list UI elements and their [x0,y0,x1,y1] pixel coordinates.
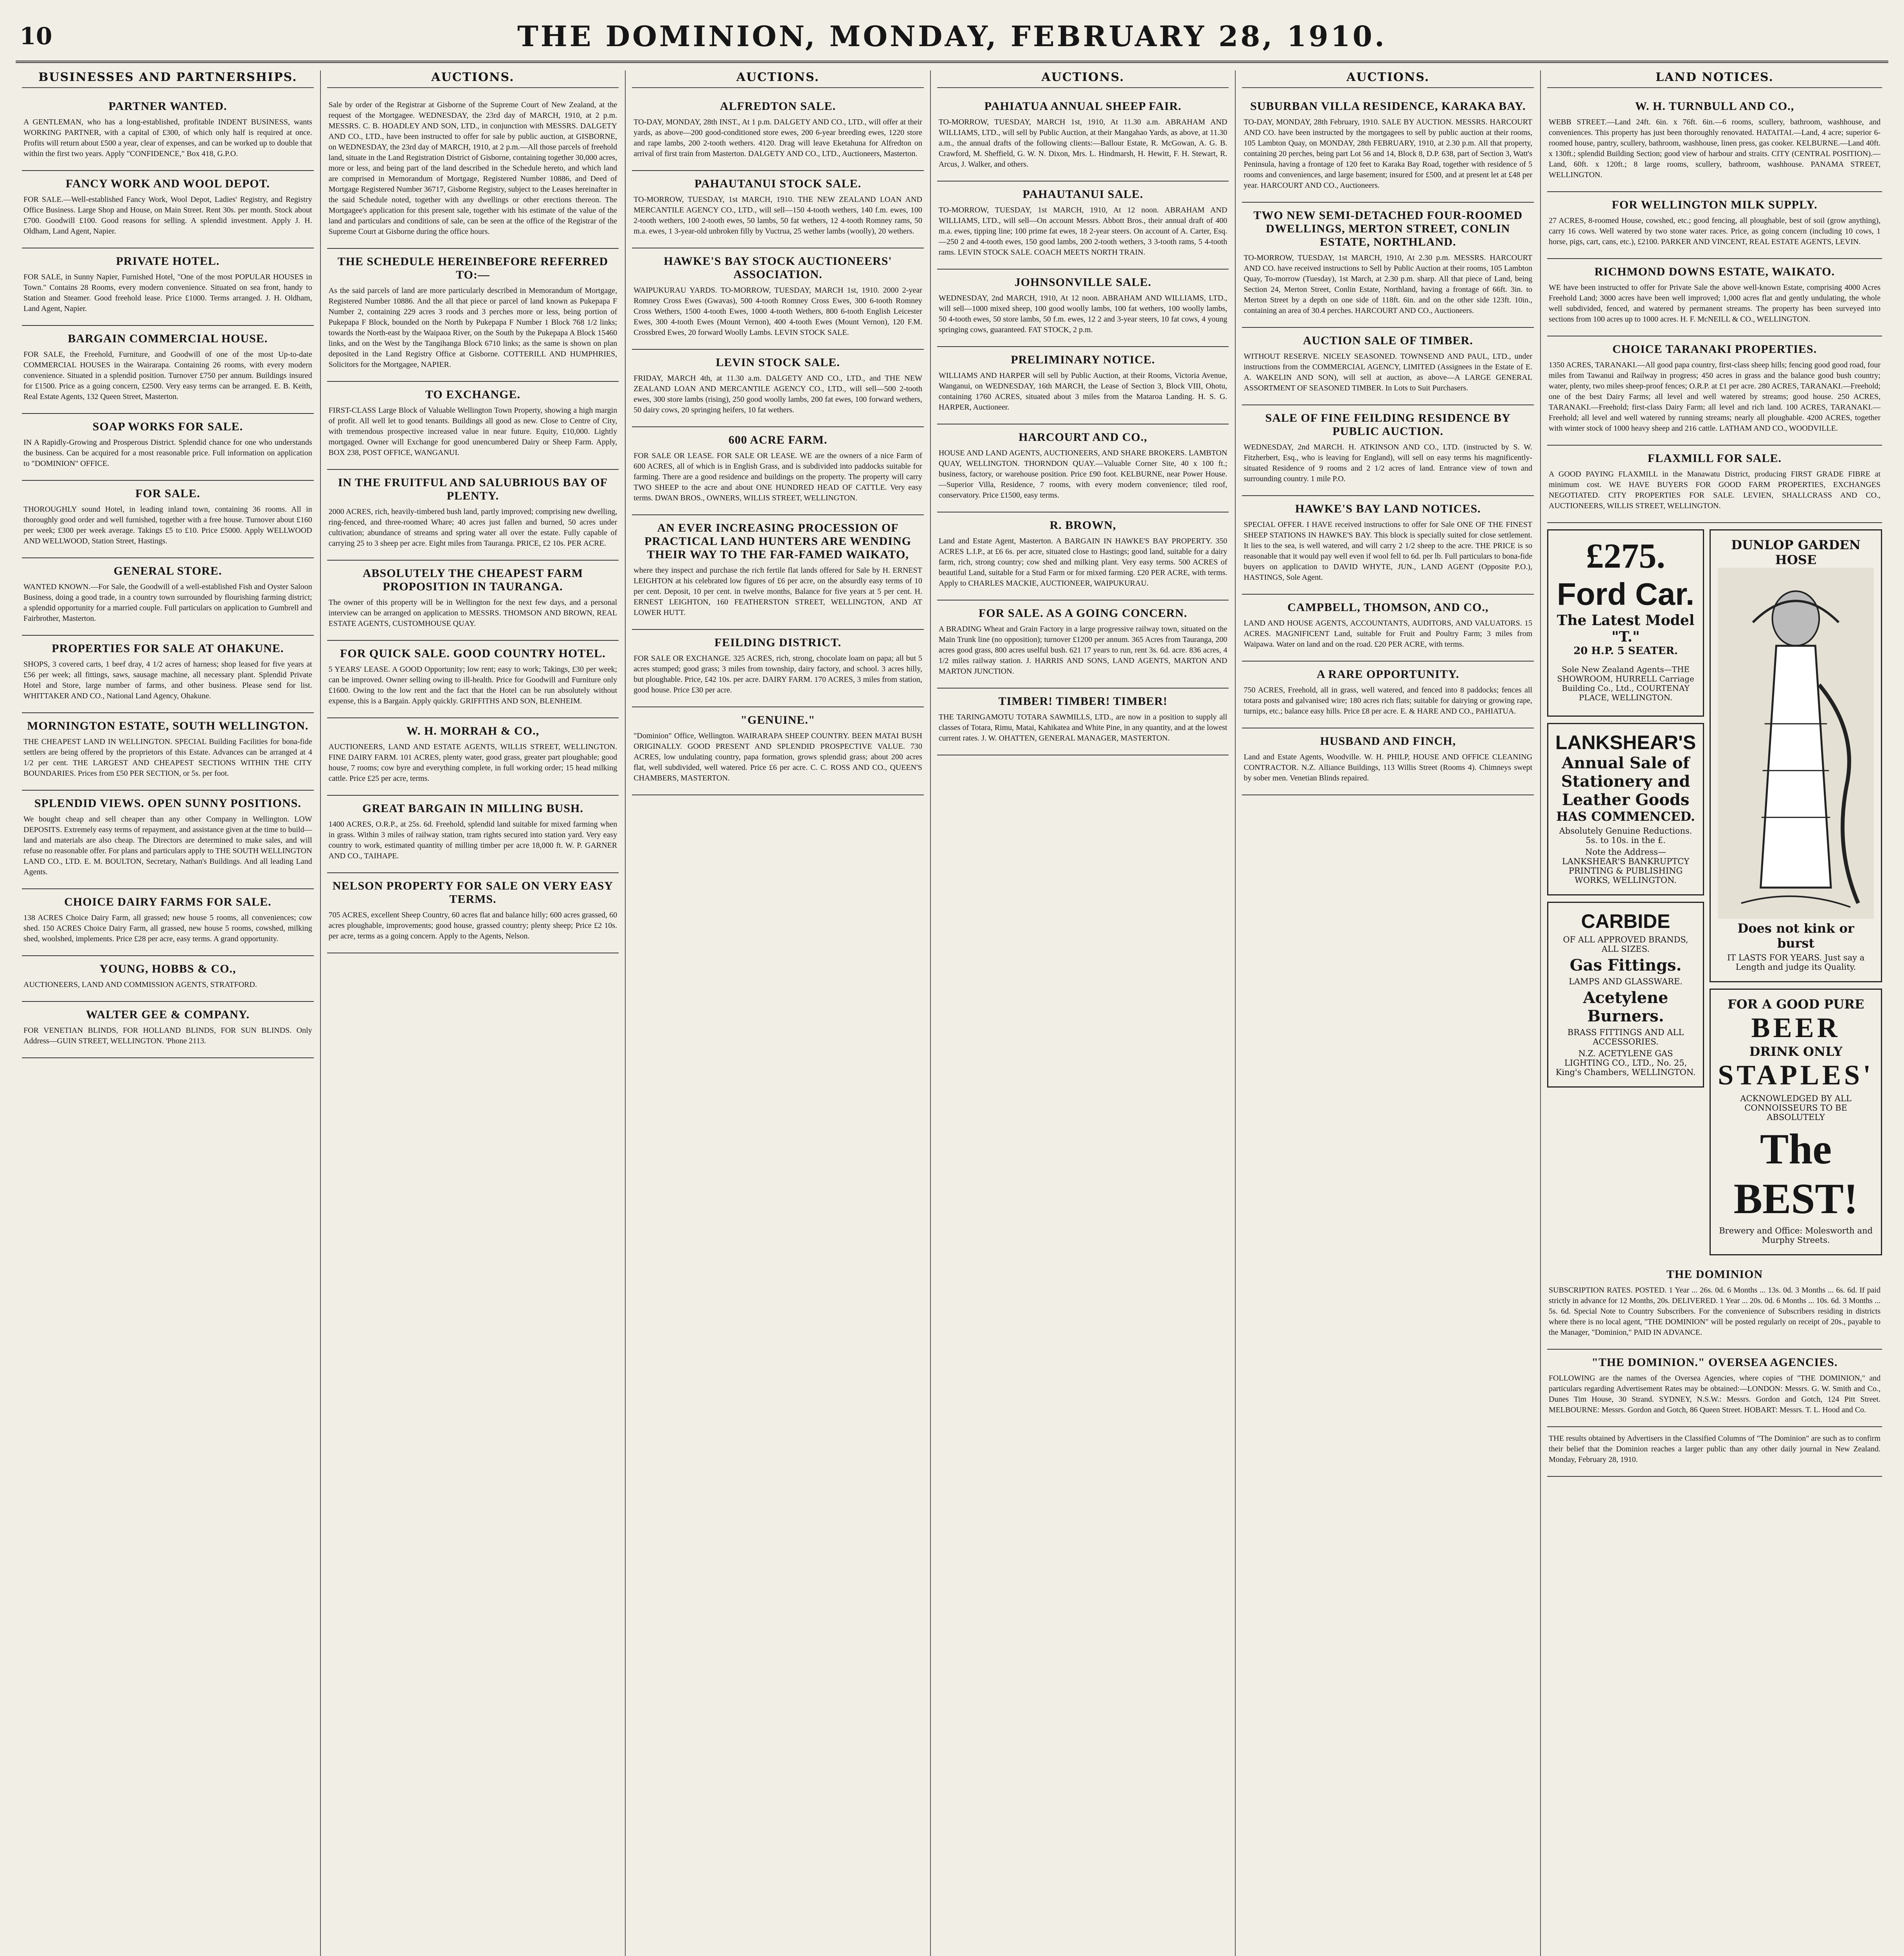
ad-title: ALFREDTON SALE. [720,100,836,113]
lankshear-name: LANKSHEAR'S [1555,732,1696,753]
lankshear-ad [1547,723,1704,895]
ad-title: CHOICE DAIRY FARMS FOR SALE. [64,895,272,908]
classified-ad [937,182,1229,270]
column-heading: AUCTIONS. [327,70,619,88]
ad-body: SPECIAL OFFER. I HAVE received instructions to offer for Sale ONE OF THE FINEST SHEEP STATIONS IN HAWKE'S BAY. This block is specially suited for close settlement. It lies to the sea, is well watered, and will carry 2 1/2 sheep to the acre. THE PRICE is so reasonable that it would pay well even if wool fell to 6d. per lb. Full particulars to bona-fide buyers on application to DAVID WHYTE, JUN., LAND AGENT (Opposite P.O.), HASTINGS, Sole Agent. [1244,520,1533,582]
ad-title: LEVIN STOCK SALE. [716,356,840,369]
ad-title: HAWKE'S BAY STOCK AUCTIONEERS' ASSOCIATION. [664,255,892,281]
ad-title: THE DOMINION [1666,1268,1763,1281]
ad-body: We bought cheap and sell cheaper than any other Company in Wellington. LOW DEPOSITS. Extremely easy terms of repayment, and assistance given at the time to build—land and materials are also cheap. The Directors are determined to make sales, and will refuse no reasonable offer. For plans and particulars apply to THE SOUTH WELLINGTON LAND CO., LTD. E. M. BOULTON, Secretary, Nathan's Buildings. And all leading Land Agents. [23,815,312,876]
beer-brand: STAPLES' [1718,1059,1874,1091]
ad-body: FOR SALE OR LEASE. FOR SALE OR LEASE. WE are the owners of a nice Farm of 600 ACRES, all of which is in English Grass, and is subdivided into paddocks suitable for farming. There are a good residence and buildings on the property. The property will carry TWO SHEEP to the acre and about ONE HUNDRED HEAD OF CATTLE. Very easy terms. DWAN BROS., OWNERS, WILLIS STREET, WELLINGTON. [633,451,922,502]
ad-body: 1400 ACRES, O.R.P., at 25s. 6d. Freehold, splendid land suitable for mixed farming when in grass. Within 3 miles of railway station, tram rights secured into station yard. Very easy country to work, estimated quantity of milling timber per acre 18,000 ft. W. P. GARNER AND CO., TAIHAPE. [328,820,617,860]
ad-title: SALE OF FINE FEILDING RESIDENCE BY PUBLIC AUCTION. [1265,412,1511,438]
ad-body: WITHOUT RESERVE. NICELY SEASONED. TOWNSEND AND PAUL, LTD., under instructions from the COMMERCIAL AGENCY, LIMITED (Assignees in the Estate of E. A. WAKELIN AND SON), will sell at auction, as above—A LARGE GENERAL ASSORTMENT OF SEASONED TIMBER. In Lots to Suit Purchasers. [1244,352,1533,392]
column-heading: LAND NOTICES. [1547,70,1882,88]
ad-body: Land and Estate Agent, Masterton. A BARGAIN IN HAWKE'S BAY PROPERTY. 350 ACRES L.I.P., at £6 6s. per acre, situated close to Hastings; good land, suitable for a dairy farm, rich, strong country; cow shed and milking plant. Very easy terms. 500 ACRES of beautiful Land, suitable for a Stud Farm or for mixed farming. £20 PER ACRE, with terms. Apply to CHARLES MACKIE, AUCTIONEER, WAIPUKURAU. [938,537,1227,588]
beer-drink-only: DRINK ONLY [1749,1044,1843,1059]
classified-ad [1242,203,1534,328]
carbide-title: CARBIDE [1581,910,1670,932]
lankshear-headline: Annual Sale of Stationery and Leather Goods [1561,754,1690,809]
ad-body: 1350 ACRES, TARANAKI.—All good papa country, first-class sheep hills; fencing good good road, four miles from Tawanui and Railway in progress; 450 acres in grass and the balance good bush country; water, plenty, two miles sheep-proof fences; O.R.P. at £1 per acre. 280 ACRES, TARANAKI.—Freehold; one of the best Dairy Farms; all level and well watered by streams; good house. 250 ACRES, TARANAKI.—Freehold; first-class Dairy Farm; all level and rich land. 100 ACRES, TARANAKI.—Freehold; all level and well watered by running streams; nearly all ploughable. 4200 ACRES, together with winter stock of 1000 heavy sheep and 216 cattle. LATHAM AND CO., WOODVILLE. [1549,361,1881,433]
ad-title: YOUNG, HOBBS & CO., [99,962,236,975]
ad-body: As the said parcels of land are more particularly described in Memorandum of Mortgage, Registered Number 10886. And the all that piece or parcel of land known as Pukepapa F Number 2, containing 229 acres 3 roods and 3 perches more or less, being portion of Pukepapa F Block, bounded on the North by Pukepapa F Number 1 Block 768 1/2 links; towards the North-east by the Waipaoa River, on the South by the Pukepapa A Block 15460 links, and on the West by the Tangihanga Block 6710 links; as the same is shown on plan deposited in the Land Registry Office at Gisborne. COTTERILL AND HUMPHRIES, Solicitors for the Mortgagee, NAPIER. [328,286,617,369]
beer-ack: ACKNOWLEDGED BY ALL CONNOISSEURS TO BE ABSOLUTELY [1740,1094,1852,1122]
ad-body: A BRADING Wheat and Grain Factory in a large progressive railway town, situated on the Main Trunk line (no opposition); turnover £1200 per annum. 365 Acres from Tauranga, 200 acres good grass, 800 acres uselful bush. 621 17 years to run, rent 3s. 6d. acre. 836 acres, 4 1/2 miles railway station. J. HARRIS AND SONS, LAND AGENTS, MARTON AND MARTON JUNCTION. [938,625,1227,676]
classified-ad [327,641,619,718]
ad-body: THOROUGHLY sound Hotel, in leading inland town, containing 36 rooms. All in thoroughly good order and well furnished, together with a free house. Turnover about £160 per week; £300 per week average. Takings £5 to £10. Price £5000. Apply WELLWOOD AND WELLWOOD, Station Street, Hastings. [23,505,312,545]
ad-body: "Dominion" Office, Wellington. WAIRARAPA SHEEP COUNTRY. BEEN MATAI BUSH ORIGINALLY. GOOD PRESENT AND SPLENDID PROSPECTIVE VALUE. 730 ACRES, low undulating country, papa formation, grows splendid grass; about 200 acres flat, well subdivided, well watered. Price £6 per acre. C. C. ROSS AND CO., QUEEN'S CHAMBERS, MASTERTON. [633,732,922,782]
ad-title: FOR SALE. [135,487,200,500]
ad-title: JOHNSONVILLE SALE. [1014,276,1152,289]
classified-ad [632,707,924,795]
ad-title: FANCY WORK AND WOOL DEPOT. [65,177,270,190]
ad-body: FOR SALE, in Sunny Napier, Furnished Hotel, "One of the most POPULAR HOUSES in Town." Contains 28 Rooms, every modern convenience. Situated on sea front, handy to Station and Steamer. Good freehold lease. Price £1000. Terms arranged. J. H. Oldham, Land Agent, Napier. [23,273,312,313]
columns [16,70,1888,1956]
ad-body: THE results obtained by Advertisers in the Classified Columns of "The Dominion" are such as to confirm their belief that the Dominion reaches a larger public than any other daily journal in New Zealand. Monday, February 28, 1910. [1549,1434,1881,1464]
ad-body: WEDNESDAY, 2nd MARCH. H. ATKINSON AND CO., LTD. (instructed by S. W. Fitzherbert, Esq., who is leaving for England), will sell on easy terms his magnificently-situated Residence of 9 rooms and 2 1/2 acres of land. Entrance view of town and surrounding country. 1 mile P.O. [1244,443,1533,483]
classified-ad [22,481,314,558]
carbide-lamps: LAMPS AND GLASSWARE. [1569,977,1683,986]
column-auctions-2 [626,70,931,1956]
classified-ad [937,600,1229,689]
classified-ad [937,347,1229,424]
ad-title: HUSBAND AND FINCH, [1320,735,1456,748]
classified-ad [1242,93,1534,203]
classified-ad [22,1002,314,1058]
column-heading: BUSINESSES AND PARTNERSHIPS. [22,70,314,88]
ad-title: SPLENDID VIEWS. OPEN SUNNY POSITIONS. [34,797,301,810]
classified-ad [937,424,1229,512]
ads-list [327,93,619,953]
classified-ad [327,249,619,382]
ad-title: TWO NEW SEMI-DETACHED FOUR-ROOMED DWELLINGS, MERTON STREET, CONLIN ESTATE, NORTHLAND. [1253,209,1523,248]
dunlop-tagline: Does not kink or burst [1737,921,1854,951]
classified-ad [632,630,924,707]
column-heading: AUCTIONS. [632,70,924,88]
classified-ad [1242,405,1534,496]
ad-title: PAHAUTANUI SALE. [1022,188,1143,201]
ad-title: PARTNER WANTED. [108,100,227,113]
beer-brewery: Brewery and Office: Molesworth and Murphy Streets. [1719,1226,1873,1245]
ad-body: AUCTIONEERS, LAND AND ESTATE AGENTS, WILLIS STREET, WELLINGTON. FINE DAIRY FARM. 101 ACRES, plenty water, good grass, greater part ploughable; good house, 7 rooms; cow byre and everything complete, in full working order; 15 head milking cattle. Price £25 per acre, terms. [328,742,617,783]
carbide-sizes: OF ALL APPROVED BRANDS, ALL SIZES. [1563,935,1688,954]
ad-body: TO-MORROW, TUESDAY, MARCH 1st, 1910, At 11.30 a.m. ABRAHAM AND WILLIAMS, LTD., will sell by Public Auction, at their Mangahao Yards, as above, at 11.30 a.m., the annual drafts of the following clients:—Ballour Estate, R. McGowan, A. G. B. Crawford, M. Sheffield, G. W. N. Dixon, Mrs. L. Hindmarsh, H. Hewitt, F. H. Stewart, R. Arcus, J. Walker, and others. [938,118,1227,169]
ad-body: WE have been instructed to offer for Private Sale the above well-known Estate, comprising 4000 Acres Freehold Land; 3000 acres have been well improved; 1,000 acres flat and gently undulating, the whole well subdivided, fenced, and watered by permanent streams. The property has been surveyed into sections from 100 acres up to 1000 acres. H. F. McNEILL & CO., WELLINGTON. [1549,283,1881,324]
ford-price: £275. [1586,537,1665,575]
classified-ad [1547,1427,1882,1477]
ford-car-ad [1547,529,1704,717]
classified-ad [1242,595,1534,662]
ad-title: W. H. MORRAH & CO., [406,725,540,737]
ad-body: where they inspect and purchase the rich fertile flat lands offered for Sale by H. ERNEST LEIGHTON at his celebrated low figures of £6 per acre, on the absurdly easy terms of 10 per cent. Deposit, 10 per cent. in twelve months, Balance for five years at 5 per cent. H. ERNEST LEIGHTON, 160 FEATHERSTON STREET, WELLINGTON, AND AT LOWER HUTT. [633,566,922,617]
carbide-gas-fittings: Gas Fittings. [1569,956,1682,974]
ad-body: THE CHEAPEST LAND IN WELLINGTON. SPECIAL Building Facilities for bona-fide settlers are being offered by the proprietors of this Estate. Advances can be arranged at 4 1/2 per cent. THE LARGEST AND CHEAPEST SECTIONS WITHIN THE CITY BOUNDARIES. Prices from £50 PER SECTION, or 5s. per foot. [23,737,312,778]
classified-ad [1242,496,1534,595]
classified-ad [1547,446,1882,523]
lankshear-status: HAS COMMENCED. [1556,809,1695,824]
masthead [16,16,1888,63]
classified-ad [937,93,1229,182]
ad-body: FOLLOWING are the names of the Oversea Agencies, where copies of "THE DOMINION," and particulars regarding Advertisement Rates may be obtained:—LONDON: Messrs. G. W. Smith and Co., Dunes Tim House, 30 Strand. SYDNEY, N.S.W.: Messrs. Gordon and Gotch, 124 Pitt Street. MELBOURNE: Messrs. Gordon and Gotch, 86 Queen Street. HOBART: Messrs. T. L. Hood and Co. [1549,1374,1881,1414]
dunlop-hose-ad [1710,529,1882,982]
ad-body: SHOPS, 3 covered carts, 1 beef dray, 4 1/2 acres of harness; shop leased for five years at £56 per week; all fittings, saws, sausage machine, all necessary plant. Splendid Private Hotel and Store, large number of farms, and other business. Please send for list. WHITTAKER AND CO., National Land Agency, Ohakune. [23,660,312,700]
ad-body: A GOOD PAYING FLAXMILL in the Manawatu District, producing FIRST GRADE FIBRE at minimum cost. WE HAVE BUYERS FOR GOOD FARM PROPERTIES, EXCHANGES NEGOTIATED. CITY PROPERTIES FOR SALE. LEVIEN, SHALLCRASS AND CO., AUCTIONEERS, WILLIS STREET, WELLINGTON. [1549,470,1881,510]
classified-ad [1547,1350,1882,1427]
display-ads-row [1547,523,1882,1262]
ad-body: 705 ACRES, excellent Sheep Country, 60 acres flat and balance hilly; 600 acres grassed, 60 acres ploughable, improvements; good house, grassed country; plenty sheep; Price £2 10s. per acre, terms as a going concern. Apply to the Agents, Nelson. [328,911,617,940]
ad-body: WEBB STREET.—Land 24ft. 6in. x 76ft. 6in.—6 rooms, scullery, bathroom, washhouse, and conveniences. This property has just been thoroughly renovated. HATAITAI.—Land, 4 acre; superior 6-roomed house, pantry, scullery, bathroom, washhouse, linen press, gas cooker. KELBURNE.—Land 40ft. x 130ft.; splendid Building Section; good view of harbour and straits. CITY (CENTRAL POSITION).—Land, 60ft. x 120ft.; 8 large rooms, scullery, bathroom, washhouse. PANAMA STREET, WELLINGTON. [1549,118,1881,179]
ad-body: FIRST-CLASS Large Block of Valuable Wellington Town Property, showing a high margin of profit. All well let to good tenants. Buildings all good as new. Close to Centre of City, with tremendous prospective increased value in near future. Equity, £10,000. Lightly mortgaged. Owner will Exchange for good unencumbered Dairy or Sheep Farm. Apply, BOX 238, POST OFFICE, WANGANUI. [328,406,617,457]
column-land-notices [1541,70,1888,1956]
classified-ad [1547,259,1882,336]
dunlop-sub: IT LASTS FOR YEARS. Just say a Length and judge its Quality. [1727,953,1865,972]
classified-ad [632,427,924,515]
classified-ad [22,956,314,1002]
ad-body: FRIDAY, MARCH 4th, at 11.30 a.m. DALGETY AND CO., LTD., and THE NEW ZEALAND LOAN AND MERCANTILE AGENCY CO., LTD., will sell—500 2-tooth ewes, 300 store lambs (rising), 250 good woolly lambs, 200 fat ewes, 100 forward wethers, 50 dairy cows, 20 springing heifers, 10 fat wethers. [633,374,922,414]
column-businesses [16,70,321,1956]
classified-ad [22,558,314,636]
ad-title: A RARE OPPORTUNITY. [1317,668,1459,681]
column-auctions-3 [931,70,1236,1956]
ad-title: HARCOURT AND CO., [1019,431,1147,444]
ad-title: THE SCHEDULE HEREINBEFORE REFERRED TO:— [337,255,608,281]
classified-ad [22,636,314,713]
ad-title: FOR SALE. AS A GOING CONCERN. [979,607,1188,620]
ads-list [22,93,314,713]
classified-ad [632,515,924,630]
ad-body: Sale by order of the Registrar at Gisborne of the Supreme Court of New Zealand, at the request of the Mortgagee. WEDNESDAY, the 23rd day of MARCH, 1910, at 2 p.m. MESSRS. C. B. HOADLEY AND SON, LTD., in conjunction with MESSRS. DALGETY AND CO., LTD., have been instructed to offer for sale by public auction, at GISBORNE, on WEDNESDAY, the 23rd day of MARCH, 1910, at 2 p.m.—All those parcels of freehold land, situate in the Land Registration District of Gisborne, containing together 30,000 acres, more or less, and being part of the land described in the Schedule hereto, and which land are comprised in Memorandum of Mortgage, Registered Number 10886, and Deed of Mortgage Registered Number 36717, Gisborne Registry, subject to the Leases hereinafter in the said Schedule noted, together with any dwellings or other erections thereon. The Mortgagee's application for this present sale, together with his estimate of the value of the land and particulars and conditions of sale, can be seen at the office of the Registrar of the Supreme Court at Gisborne during the office hours. [328,101,617,236]
ads-list-lower [22,713,314,1058]
ad-title: FOR WELLINGTON MILK SUPPLY. [1612,198,1818,211]
classified-ad [937,689,1229,755]
column-auctions-4 [1236,70,1541,1956]
ad-title: 600 ACRE FARM. [728,433,828,446]
ad-title: NELSON PROPERTY FOR SALE ON VERY EASY TERMS. [332,879,614,906]
ad-title: SOAP WORKS FOR SALE. [92,420,243,433]
ad-title: CAMPBELL, THOMSON, AND CO., [1287,601,1489,614]
ad-title: RICHMOND DOWNS ESTATE, WAIKATO. [1594,265,1835,278]
ad-title: GREAT BARGAIN IN MILLING BUSH. [362,802,583,815]
classified-ad [632,350,924,427]
classified-ad [327,718,619,796]
page-number: 10 [20,23,52,50]
ad-body: WEDNESDAY, 2nd MARCH, 1910, At 12 noon. ABRAHAM AND WILLIAMS, LTD., will sell—1000 mixed sheep, 100 good woolly lambs, 100 fat wethers, 100 woolly lambs, 50 4-tooth ewes, 50 store lambs, 50 f.m. ewes, 12 2 and 3-year steers, 10 fat cows, 4 young springing cows, guaranteed. FAT STOCK, 2 p.m. [938,294,1227,334]
ads-list-lower [1547,1262,1882,1477]
ad-title: IN THE FRUITFUL AND SALUBRIOUS BAY OF PLENTY. [338,476,608,502]
ad-title: GENERAL STORE. [113,565,222,577]
ad-body: THE TARINGAMOTU TOTARA SAWMILLS, LTD., are now in a position to supply all classes of Totara, Rimu, Matai, Kahikatea and White Pine, in any quantity, and at the lowest current rates. J. W. OHATTEN, GENERAL MANAGER, MASTERTON. [938,713,1227,742]
classified-ad [327,873,619,953]
classified-ad [22,791,314,889]
ad-body: TO-DAY, MONDAY, 28th February, 1910. SALE BY AUCTION. MESSRS. HARCOURT AND CO. have been instructed by the mortgagees to sell by public auction at their rooms, 105 Lambton Quay, on MONDAY, 28th FEBRUARY, 1910, at 2.30 p.m. All that property, containing 20 perches, being part Lot 56 and 14, Block 8, D.P. 638, part of Section 3, Watt's Peninsula, having a frontage of 120 feet to Karaka Bay Road, together with residence of 5 rooms and conveniences, and large basement; insured for £500, and at present let at £48 per year. HARCOURT AND CO., Auctioneers. [1244,118,1533,190]
lady-with-hose-illustration [1718,567,1874,919]
ad-title: PRIVATE HOTEL. [116,255,220,268]
lankshear-address: Note the Address—LANKSHEAR'S BANKRUPTCY PRINTING & PUBLISHING WORKS, WELLINGTON. [1562,847,1690,885]
beer-intro: FOR A GOOD PURE [1727,997,1864,1012]
ad-body: Land and Estate Agents, Woodville. W. H. PHILP, HOUSE AND OFFICE CLEANING CONTRACTOR. N.Z. Alliance Buildings, 113 Willis Street (Rooms 4). Chimneys swept by sober men. Venetian Blinds repaired. [1244,753,1533,782]
ad-title: CHOICE TARANAKI PROPERTIES. [1612,343,1817,356]
display-ads-left [1547,523,1704,1262]
carbide-burners: Acetylene Burners. [1583,989,1668,1025]
ad-title: "THE DOMINION." OVERSEA AGENCIES. [1591,1356,1838,1369]
ad-title: "GENUINE." [740,714,815,726]
ford-agents: Sole New Zealand Agents—THE SHOWROOM, HURRELL Carriage Building Co., Ltd., COURTENAY PLACE, WELLINGTON. [1557,665,1694,702]
ad-title: FOR QUICK SALE. GOOD COUNTRY HOTEL. [340,647,606,660]
classified-ad [1547,192,1882,259]
ad-body: WANTED KNOWN.—For Sale, the Goodwill of a well-established Fish and Oyster Saloon Business, doing a good trade, in a country town surrounded by flourishing farming district; a splendid opportunity for a married couple. Full particulars on application to Gumbrell and Fairbrother, Masterton. [23,582,312,623]
ad-title: BARGAIN COMMERCIAL HOUSE. [68,332,268,345]
classified-ad [22,171,314,248]
ad-body: A GENTLEMAN, who has a long-established, profitable INDENT BUSINESS, wants WORKING PARTNER, with a capital of £300, of which only half is required at once. Profits will return about £500 a year, clear of expenses, and can be worked up to double that within the first two years. Apply "CONFIDENCE," Box 418, G.P.O. [23,118,312,158]
ad-title: MORNINGTON ESTATE, SOUTH WELLINGTON. [27,719,309,732]
classified-ad [327,382,619,470]
ad-body: AUCTIONEERS, LAND AND COMMISSION AGENTS, STRATFORD. [23,980,257,989]
classified-ad [632,171,924,248]
classified-ad [1547,336,1882,446]
ad-title: W. H. TURNBULL AND CO., [1635,100,1794,113]
ad-body: 27 ACRES, 8-roomed House, cowshed, etc.; good fencing, all ploughable, best of soil (grow anything), carry 16 cows. Well watered by two stone water races. Price, as going concern (including 10 cows, 1 horse, pigs, cart, cans, etc.), £2100. PARKER AND VINCENT, REAL ESTATE AGENTS, LEVIN. [1549,216,1881,246]
classified-ad [22,713,314,791]
ad-body: 750 ACRES, Freehold, all in grass, well watered, and fenced into 8 paddocks; fences all totara posts and galvanised wire; 180 acres rich flats; suitable for dairying or growing rape, turnips, etc.; balance easy hills. Price £8 per acre. E. & HARE AND CO., PAHIATUA. [1244,686,1533,716]
ad-title: AUCTION SALE OF TIMBER. [1303,334,1473,347]
classified-ad [1547,93,1882,192]
ad-body: WAIPUKURAU YARDS. TO-MORROW, TUESDAY, MARCH 1st, 1910. 2000 2-year Romney Cross Ewes (Gwavas), 500 4-tooth Romney Cross Ewes, 300 6-tooth Romney Cross Wethers, 1500 4-tooth Ewes, 1000 4-tooth Wethers, 800 6-tooth English Leicester Ewes, 300 4-tooth Ewes (Mount Vernon), 400 4-tooth Ewes (Mount Vernon), 120 F.M. Crossbred Ewes, 20 forward Woolly Lambs. LEVIN STOCK SALE. [633,286,922,337]
ad-body: WILLIAMS AND HARPER will sell by Public Auction, at their Rooms, Victoria Avenue, Wanganui, on WEDNESDAY, 16th MARCH, the Lease of Section 3, Block VIII, Ohotu, containing 1760 ACRES, situated about 3 miles from the Mataroa Landing. H. S. G. HARPER, Auctioneer. [938,371,1227,412]
ad-title: FEILDING DISTRICT. [714,636,842,649]
ad-body: TO-MORROW, TUESDAY, 1st MARCH, 1910, At 12 noon. ABRAHAM AND WILLIAMS, LTD., will sell—On account Messrs. Abbott Bros., their annual draft of 400 m.a. ewes, tipping line; 100 prime fat ewes, 18 2-year steers. On account of A. Carter, Esq.—250 2 and 4-tooth ewes, 150 good lambs, 200 2-tooth wethers, 3 3-tooth rams, 5 4-tooth rams. LEVIN STOCK SALE. COACH MEETS NORTH TRAIN. [938,206,1227,257]
ad-title: PAHIATUA ANNUAL SHEEP FAIR. [984,100,1182,113]
ford-name: Ford Car. [1557,577,1695,611]
ads-list [937,93,1229,755]
ad-title: ABSOLUTELY THE CHEAPEST FARM PROPOSITION IN TAURANGA. [362,567,583,593]
ad-body: IN A Rapidly-Growing and Prosperous District. Splendid chance for one who understands the business. Can be acquired for a most reasonable price. Full information on application to "DOMINION" OFFICE. [23,438,312,468]
ads-list [1242,93,1534,795]
ads-list [1547,93,1882,523]
ad-title: SUBURBAN VILLA RESIDENCE, KARAKA BAY. [1250,100,1526,113]
classified-ad [22,93,314,171]
column-auctions-1 [321,70,626,1956]
classified-ad [22,248,314,326]
carbide-company: N.Z. ACETYLENE GAS LIGHTING CO., LTD., No. 25, King's Chambers, WELLINGTON. [1555,1049,1696,1077]
ad-body: 2000 ACRES, rich, heavily-timbered bush land, partly improved; comprising new dwelling, ring-fenced, and three-roomed Whare; 40 acres just fallen and burned, 50 acres under cultivation; abundance of streams and spring water all over the estate. Fully capable of carrying 25 to 3 sheep per acre. Eight miles from Tauranga. PRICE, £2 10s. PER ACRE. [328,507,617,548]
beer-word: BEER [1751,1012,1841,1043]
classified-ad [1242,662,1534,728]
ad-title: TO EXCHANGE. [425,388,520,401]
column-heading: AUCTIONS. [937,70,1229,88]
ad-body: TO-DAY, MONDAY, 28th INST., At 1 p.m. DALGETY AND CO., LTD., will offer at their yards, as above—200 good-conditioned store ewes, 200 6-year breeding ewes, 1220 store and rape lambs, 200 2-tooth wethers. 4120. Drag will leave Eketahuna for Alfredton on arrival of first train from Masterton. DALGETY AND CO., LTD., Auctioneers, Masterton. [633,118,922,158]
classified-ad [937,512,1229,600]
ad-body: 5 YEARS' LEASE. A GOOD Opportunity; low rent; easy to work; Takings, £30 per week; can be improved. Owner selling owing to ill-health. Price for Goodwill and Furniture only £1600. Owing to the low rent and the fact that the Hotel can be run absolutely without expense, this is a Bargain. Apply quickly. GRIFFITHS AND SON, BLENHEIM. [328,665,617,705]
classified-ad [1547,1262,1882,1350]
classified-ad [327,93,619,249]
column-heading: AUCTIONS. [1242,70,1534,88]
ad-title: PROPERTIES FOR SALE AT OHAKUNE. [52,642,284,655]
ad-body: 138 ACRES Choice Dairy Farm, all grassed; new house 5 rooms, all conveniences; cow shed. 150 ACRES Choice Dairy Farm, all grassed, new house 5 rooms, cowshed, milking shed, woolshed, implements. Price £28 per acre, easy terms. A grand opportunity. [23,913,312,943]
ad-body: FOR SALE.—Well-established Fancy Work, Wool Depot, Ladies' Registry, and Registry Office Business. Large Shop and House, on Main Street. Rent 30s. per month. Stock about £700. Goodwill £100. Good reasons for selling. A splendid investment. Apply J. H. Oldham, Land Agent, Napier. [23,195,312,236]
dunlop-title: DUNLOP GARDEN HOSE [1731,538,1861,567]
beer-best: The BEST! [1733,1125,1858,1222]
ad-title: HAWKE'S BAY LAND NOTICES. [1295,502,1481,515]
ad-body: TO-MORROW, TUESDAY, 1st MARCH, 1910. THE NEW ZEALAND LOAN AND MERCANTILE AGENCY CO., LTD., will sell—150 4-tooth wethers, 140 f.m. ewes, 100 2-tooth wethers, 100 2-tooth ewes, 50 lambs, 50 fat wethers, 12 4-tooth Romney rams, 50 m.a. ewes, 1 3-year-old unbroken filly by Vuctrua, 25 wether lambs (woolly), 20 wethers. [633,195,922,236]
classified-ad [1242,728,1534,795]
ford-spec: 20 H.P. 5 SEATER. [1573,645,1678,657]
classified-ad [937,270,1229,347]
ad-title: FLAXMILL FOR SALE. [1647,452,1782,465]
classified-ad [22,326,314,414]
classified-ad [327,470,619,561]
ad-body: FOR VENETIAN BLINDS, FOR HOLLAND BLINDS, FOR SUN BLINDS. Only Address—GUIN STREET, WELLINGTON. 'Phone 2113. [23,1026,312,1045]
ad-title: R. BROWN, [1049,519,1116,532]
ad-title: PAHAUTANUI STOCK SALE. [694,177,862,190]
ad-body: LAND AND HOUSE AGENTS, ACCOUNTANTS, AUDITORS, AND VALUATORS. 15 ACRES. MAGNIFICENT Land, suitable for Fruit and Poultry Farm; 3 miles from Waipawa. Water on land and on the road. £20 PER ACRE, with terms. [1244,619,1533,649]
classified-ad [22,889,314,956]
classified-ad [22,414,314,481]
ad-title: PRELIMINARY NOTICE. [1011,353,1155,366]
ads-list [632,93,924,795]
ad-body: HOUSE AND LAND AGENTS, AUCTIONEERS, AND SHARE BROKERS. LAMBTON QUAY, WELLINGTON. THORNDON QUAY.—Valuable Corner Site, 40 x 100 ft.; business, factory, or warehouse position. Price £90 foot. KELBURNE, near Power House.—Superior Villa, Residence, 7 rooms, with every modern convenience; tiled roof, conservatory. Price £1500, easy terms. [938,449,1227,500]
lankshear-reductions: Absolutely Genuine Reductions. 5s. to 10s. in the £. [1559,826,1692,845]
ad-body: FOR SALE OR EXCHANGE. 325 ACRES, rich, strong, chocolate loam on papa; all but 5 acres stumped; good grass; 3 miles from township, dairy factory, and school. 3 acres hilly, but ploughable. Price, £42 10s. per acre. DAIRY FARM. 170 ACRES, 3 miles from station, good house. Price £30 per acre. [633,654,922,694]
ad-body: SUBSCRIPTION RATES. POSTED. 1 Year ... 26s. 0d. 6 Months ... 13s. 0d. 3 Months ... 6s. 6d. If paid strictly in advance for 12 Months, 20s. DELIVERED. 1 Year ... 20s. 0d. 6 Months ... 10s. 6d. 3 Months ... 5s. 6d. Special Note to Country Subscribers. For the convenience of Subscribers residing in districts where there is no local agent, "THE DOMINION" will be posted regularly on receipt of 20s., payable to the Manager, "Dominion," PAID IN ADVANCE. [1549,1286,1881,1337]
ad-title: TIMBER! TIMBER! TIMBER! [998,695,1168,708]
ad-body: The owner of this property will be in Wellington for the next few days, and a personal interview can be arranged on application to MESSRS. THOMSON AND BROWN, REAL ESTATE AGENTS, CUSTOMHOUSE QUAY. [328,598,617,628]
classified-ad [327,796,619,873]
carbide-ad [1547,902,1704,1088]
staples-beer-ad [1710,989,1882,1255]
classified-ad [632,248,924,350]
classified-ad [1242,328,1534,405]
ad-title: WALTER GEE & COMPANY. [86,1008,250,1021]
ad-body: TO-MORROW, TUESDAY, 1st MARCH, 1910, At 2.30 p.m. MESSRS. HARCOURT AND CO. have received instructions to Sell by Public Auction at their rooms, 105 Lambton Quay, To-morrow (Tuesday), 1st March, at 2.30 p.m. sharp. All that piece of Land, being Section 24, Merton Street, Conlin Estate, Northland, having a frontage of 66ft. 3in. to Merton Street by a depth on one side of 118ft. 6in. and on the other side 123ft. 10in., containing an area of 30.4 perches. HARCOURT AND CO., Auctioneers. [1244,253,1533,315]
ad-body: FOR SALE, the Freehold, Furniture, and Goodwill of one of the most Up-to-date COMMERCIAL HOUSES in the Wairarapa. Containing 26 rooms, with every modern convenience. Situated in a splendid position. Turnover £750 per annum. Buildings insured for £1500. Price as a going concern, £2500. Very easy terms can be arranged. E. B. Keith, Real Estate Agents, 132 Queen Street, Masterton. [23,350,312,401]
carbide-accessories: BRASS FITTINGS AND ALL ACCESSORIES. [1567,1028,1684,1046]
ad-title: AN EVER INCREASING PROCESSION OF PRACTICAL LAND HUNTERS ARE WENDING THEIR WAY TO THE FAR-FAMED WAIKATO, [644,521,911,561]
display-ads-right [1710,523,1882,1262]
classified-ad [327,561,619,641]
ford-model: The Latest Model "T." [1557,612,1695,645]
newspaper-title: THE DOMINION, MONDAY, FEBRUARY 28, 1910. [517,20,1387,53]
classified-ad [632,93,924,171]
